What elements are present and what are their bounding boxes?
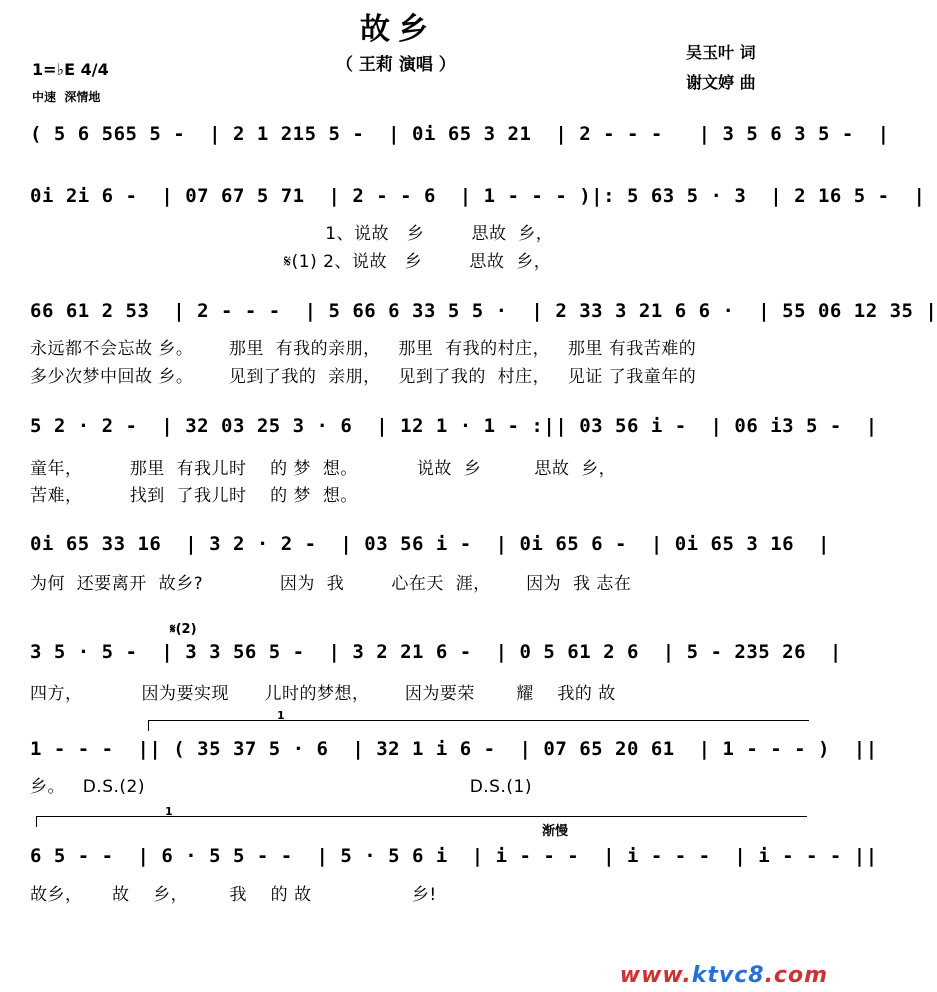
composer: 谢文婷 曲 <box>686 73 756 92</box>
lyric-line-7: 乡。 D.S.(2) D.S.(1) <box>30 777 532 797</box>
lyric-line-6: 四方， 因为要实现 儿时的梦想， 因为要荣 耀 我的 故 <box>30 684 616 704</box>
notation-line-3: 66 61 2 53 | 2 - - - | 5 66 6 33 5 5 · | 2 33 3 21 6 6 · | 55 06 12 35 | <box>30 300 937 322</box>
volta-bracket-1: 1 <box>148 720 809 731</box>
lyric-line-8: 故乡， 故 乡， 我 的 故 乡! <box>30 885 437 905</box>
tempo-marking: 中速 深情地 <box>32 90 101 104</box>
lyric-line-2a: 1、说故 乡 思故 乡， <box>30 224 554 244</box>
lyric-line-3b: 多少次梦中回故 乡。 见到了我的 亲朋， 见到了我的 村庄， 见证 了我童年的 <box>30 367 697 387</box>
lyric-line-5: 为何 还要离开 故乡? 因为 我 心在天 涯， 因为 我 志在 <box>30 574 632 594</box>
segno-2-marker: 𝄋(2) <box>170 622 197 637</box>
lyric-line-4b: 苦难， 找到 了我儿时 的 梦 想。 <box>30 486 358 506</box>
notation-line-5: 0i 65 33 16 | 3 2 · 2 - | 03 56 i - | 0i 65 6 - | 0i 65 3 16 | <box>30 533 830 555</box>
site-watermark: www.ktvc8.com <box>619 963 828 988</box>
notation-line-4: 5 2 · 2 - | 32 03 25 3 · 6 | 12 1 · 1 - :|| 03 56 i - | 06 i3 5 - | <box>30 415 878 437</box>
lyric-line-3a: 永远都不会忘故 乡。 那里 有我的亲朋， 那里 有我的村庄， 那里 有我苦难的 <box>30 339 697 359</box>
notation-line-2: 0i 2i 6 - | 07 67 5 71 | 2 - - 6 | 1 - - - )|: 5 63 5 · 3 | 2 16 5 - | <box>30 185 926 207</box>
lyric-line-2b: 𝄋(1) 2、说故 乡 思故 乡， <box>30 252 552 272</box>
notation-line-6: 3 5 · 5 - | 3 3 56 5 - | 3 2 21 6 - | 0 5 61 2 6 | 5 - 235 26 | <box>30 641 842 663</box>
ritardando-marking: 渐慢 <box>542 824 569 839</box>
lyric-line-4a: 童年， 那里 有我儿时 的 梦 想。 说故 乡 思故 乡， <box>30 459 617 479</box>
song-subtitle: （ 王莉 演唱 ） <box>336 55 456 75</box>
song-title: 故乡 <box>360 12 436 47</box>
notation-line-8: 6 5 - - | 6 · 5 5 - - | 5 · 5 6 i | i - - - | i - - - | i - - - || <box>30 845 878 867</box>
notation-line-1: ( 5 6 565 5 - | 2 1 215 5 - | 0i 65 3 21 | 2 - - - | 3 5 6 3 5 - | <box>30 123 890 145</box>
notation-line-7: 1 - - - || ( 35 37 5 · 6 | 32 1 i 6 - | 07 65 20 61 | 1 - - - ) || <box>30 738 878 760</box>
lyricist: 吴玉叶 词 <box>686 43 756 62</box>
key-signature: 1=♭E 4/4 <box>32 60 109 79</box>
volta-bracket-2: 1 <box>36 816 807 827</box>
